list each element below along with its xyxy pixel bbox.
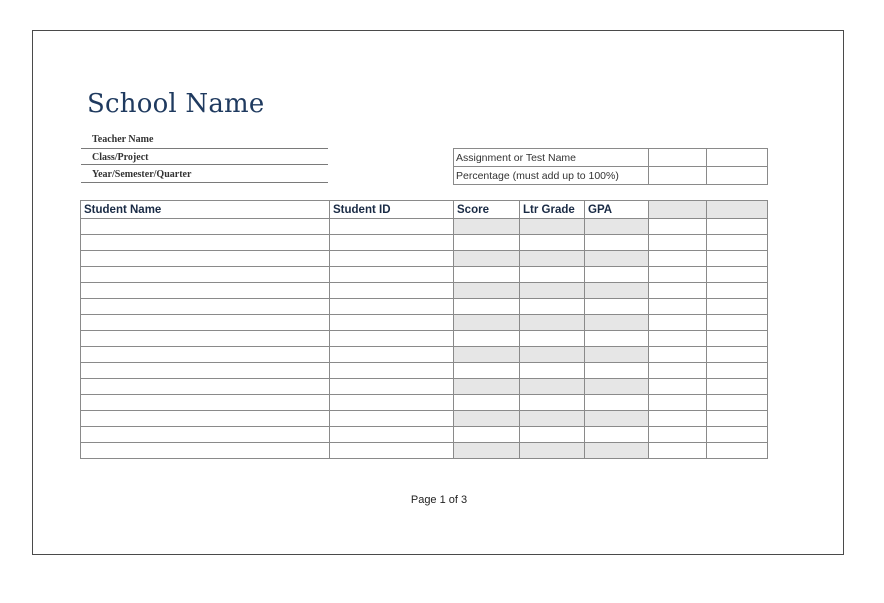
column-extra-2 [707,201,768,219]
table-cell[interactable] [585,315,649,331]
assignment-table [453,148,768,185]
table-cell[interactable] [707,379,768,395]
table-cell[interactable] [649,315,707,331]
column-extra-1 [649,201,707,219]
table-cell[interactable] [585,443,649,459]
table-cell[interactable] [454,315,520,331]
table-cell[interactable] [454,363,520,379]
table-row [81,379,768,395]
table-cell[interactable] [520,395,585,411]
table-cell[interactable] [454,411,520,427]
table-cell[interactable] [649,299,707,315]
table-cell[interactable] [649,443,707,459]
table-cell[interactable] [707,395,768,411]
year-semester-label: Year/Semester/Quarter [81,166,328,183]
table-cell[interactable] [454,251,520,267]
assignment-cell[interactable] [649,149,707,167]
table-cell[interactable] [520,299,585,315]
column-score: Score [454,201,520,219]
table-cell[interactable] [81,347,330,363]
table-row [81,363,768,379]
table-cell[interactable] [707,267,768,283]
table-cell[interactable] [330,363,454,379]
table-cell[interactable] [649,251,707,267]
table-row [81,443,768,459]
table-cell[interactable] [81,299,330,315]
table-cell[interactable] [707,251,768,267]
table-cell[interactable] [81,315,330,331]
table-row [81,347,768,363]
student-roster-table [80,200,768,459]
table-cell[interactable] [520,315,585,331]
table-cell[interactable] [707,347,768,363]
table-cell[interactable] [585,283,649,299]
table-cell[interactable] [330,427,454,443]
table-row [81,427,768,443]
table-cell[interactable] [649,347,707,363]
table-cell[interactable] [81,283,330,299]
table-cell[interactable] [707,363,768,379]
table-cell[interactable] [649,411,707,427]
table-cell[interactable] [585,363,649,379]
table-cell[interactable] [707,443,768,459]
assignment-name-label: Assignment or Test Name [454,149,649,167]
table-cell[interactable] [81,219,330,235]
table-cell[interactable] [585,235,649,251]
percentage-row [454,167,768,185]
table-cell[interactable] [330,267,454,283]
table-row [81,283,768,299]
percentage-cell[interactable] [707,167,768,185]
table-row [81,395,768,411]
table-row [81,267,768,283]
assignment-cell[interactable] [707,149,768,167]
table-cell[interactable] [649,267,707,283]
table-cell[interactable] [454,235,520,251]
table-cell[interactable] [649,427,707,443]
table-row [81,219,768,235]
table-cell[interactable] [585,427,649,443]
table-cell[interactable] [649,283,707,299]
table-cell[interactable] [520,411,585,427]
table-row [81,299,768,315]
table-cell[interactable] [454,267,520,283]
table-cell[interactable] [520,379,585,395]
table-cell[interactable] [520,427,585,443]
document-page [32,30,844,555]
table-cell[interactable] [454,347,520,363]
column-gpa: GPA [585,201,649,219]
table-cell[interactable] [707,315,768,331]
table-cell[interactable] [330,411,454,427]
table-cell[interactable] [81,267,330,283]
table-cell[interactable] [454,219,520,235]
column-student-name: Student Name [81,201,330,219]
table-cell[interactable] [81,427,330,443]
percentage-cell[interactable] [649,167,707,185]
teacher-name-label: Teacher Name [92,134,154,145]
table-row [81,251,768,267]
table-cell[interactable] [649,395,707,411]
table-cell[interactable] [330,251,454,267]
percentage-label: Percentage (must add up to 100%) [454,167,649,185]
table-cell[interactable] [649,363,707,379]
table-cell[interactable] [520,283,585,299]
table-cell[interactable] [585,331,649,347]
table-cell[interactable] [454,443,520,459]
table-cell[interactable] [330,219,454,235]
table-cell[interactable] [585,411,649,427]
table-cell[interactable] [330,379,454,395]
table-cell[interactable] [330,443,454,459]
table-cell[interactable] [454,379,520,395]
table-cell[interactable] [81,411,330,427]
table-cell[interactable] [330,347,454,363]
table-cell[interactable] [81,331,330,347]
table-cell[interactable] [81,363,330,379]
table-row [81,235,768,251]
table-cell[interactable] [330,331,454,347]
table-row [81,331,768,347]
column-ltr-grade: Ltr Grade [520,201,585,219]
table-cell[interactable] [585,395,649,411]
table-cell[interactable] [330,395,454,411]
table-cell[interactable] [585,379,649,395]
table-row [81,411,768,427]
table-cell[interactable] [454,331,520,347]
table-cell[interactable] [330,283,454,299]
table-cell[interactable] [454,283,520,299]
table-cell[interactable] [585,251,649,267]
table-cell[interactable] [454,427,520,443]
table-cell[interactable] [585,299,649,315]
table-cell[interactable] [520,443,585,459]
table-cell[interactable] [520,347,585,363]
table-cell[interactable] [585,347,649,363]
table-cell[interactable] [81,395,330,411]
table-cell[interactable] [707,235,768,251]
table-cell[interactable] [707,411,768,427]
assignment-row [454,149,768,167]
table-cell[interactable] [707,427,768,443]
class-project-label: Class/Project [81,148,328,165]
table-cell[interactable] [707,219,768,235]
table-cell[interactable] [81,235,330,251]
table-cell[interactable] [520,251,585,267]
table-cell[interactable] [649,331,707,347]
column-student-id: Student ID [330,201,454,219]
table-cell[interactable] [707,283,768,299]
table-cell[interactable] [520,219,585,235]
table-cell[interactable] [649,219,707,235]
table-cell[interactable] [707,331,768,347]
table-cell[interactable] [520,235,585,251]
table-cell[interactable] [585,267,649,283]
table-cell[interactable] [649,235,707,251]
table-cell[interactable] [330,315,454,331]
school-name-title: School Name [87,89,265,119]
table-cell[interactable] [81,251,330,267]
roster-body [81,219,768,459]
table-cell[interactable] [330,235,454,251]
table-row [81,315,768,331]
table-cell[interactable] [330,299,454,315]
table-cell[interactable] [520,331,585,347]
table-cell[interactable] [707,299,768,315]
table-cell[interactable] [520,267,585,283]
roster-header-row [81,201,768,219]
table-cell[interactable] [454,299,520,315]
table-cell[interactable] [81,379,330,395]
table-cell[interactable] [520,363,585,379]
page-number: Page 1 of 3 [410,494,468,506]
table-cell[interactable] [454,395,520,411]
table-cell[interactable] [81,443,330,459]
table-cell[interactable] [649,379,707,395]
table-cell[interactable] [585,219,649,235]
